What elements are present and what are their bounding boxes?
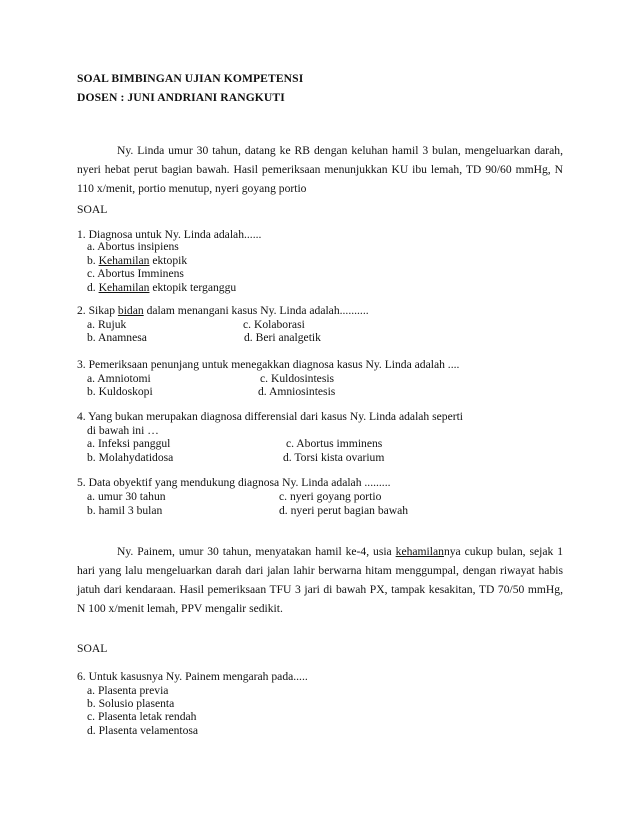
question-4: 4. Yang bukan merupakan diagnosa differensial dari kasus Ny. Linda adalah seperti — [77, 410, 464, 423]
q3-option-c: c. Kuldosintesis — [260, 372, 335, 385]
q2-option-d: d. Beri analgetik — [244, 331, 321, 344]
q6-option-a: a. Plasenta previa — [87, 684, 169, 697]
q6-option-d: d. Plasenta velamentosa — [87, 724, 199, 737]
q5-option-a: a. umur 30 tahun — [87, 490, 166, 503]
q5-option-b: b. hamil 3 bulan — [87, 504, 163, 517]
q1-option-d: d. Kehamilan ektopik terganggu — [87, 281, 237, 294]
q6-option-c: c. Plasenta letak rendah — [87, 710, 197, 723]
question-4-continued: di bawah ini … — [87, 424, 159, 437]
q2-option-a: a. Rujuk — [87, 318, 127, 331]
lecturer-name: DOSEN : JUNI ANDRIANI RANGKUTI — [77, 91, 285, 104]
question-2: 2. Sikap bidan dalam menangani kasus Ny. Linda adalah.......... — [77, 304, 369, 317]
question-1: 1. Diagnosa untuk Ny. Linda adalah...... — [77, 228, 262, 241]
question-5: 5. Data obyektif yang mendukung diagnosa Ny. Linda adalah ......... — [77, 476, 391, 489]
q2-option-b: b. Anamnesa — [87, 331, 147, 344]
q3-option-d: d. Amniosintesis — [258, 385, 336, 398]
q1-option-a: a. Abortus insipiens — [87, 240, 179, 253]
q1-option-b: b. Kehamilan ektopik — [87, 254, 188, 267]
case-2-paragraph: Ny. Painem, umur 30 tahun, menyatakan hamil ke-4, usia kehamilannya cukup bulan, sejak 1 hari yang lalu mengeluarkan darah dari jalan lahir berwarna hitam menggumpal, dengan riwayat habis jatuh dari kendaraan. Hasil pemeriksaan TFU 3 jari di bawah PX, tampak kesakitan, TD 70/50 mmHg, N 100 x/menit lemah, PPV mengalir sedikit. — [77, 545, 563, 615]
q5-option-c: c. nyeri goyang portio — [279, 490, 382, 503]
question-3: 3. Pemeriksaan penunjang untuk menegakkan diagnosa kasus Ny. Linda adalah .... — [77, 358, 460, 371]
q3-option-b: b. Kuldoskopi — [87, 385, 153, 398]
case-1-paragraph: Ny. Linda umur 30 tahun, datang ke RB dengan keluhan hamil 3 bulan, mengeluarkan darah, nyeri hebat perut bagian bawah. Hasil pemeriksaan menunjukkan KU ibu lemah, TD 90/60 mmHg, N 110 x/menit, portio menutup, nyeri goyang portio — [77, 144, 563, 195]
q6-option-b: b. Solusio plasenta — [87, 697, 175, 710]
q2-option-c: c. Kolaborasi — [243, 318, 305, 331]
question-6: 6. Untuk kasusnya Ny. Painem mengarah pada..... — [77, 670, 308, 683]
q1-option-c: c. Abortus Imminens — [87, 267, 184, 280]
q4-option-b: b. Molahydatidosa — [87, 451, 174, 464]
q4-option-d: d. Torsi kista ovarium — [283, 451, 385, 464]
q3-option-a: a. Amniotomi — [87, 372, 151, 385]
document-title: SOAL BIMBINGAN UJIAN KOMPETENSI — [77, 72, 304, 85]
soal-label-1: SOAL — [77, 203, 108, 216]
q4-option-c: c. Abortus imminens — [286, 437, 383, 450]
soal-label-2: SOAL — [77, 642, 108, 655]
q5-option-d: d. nyeri perut bagian bawah — [279, 504, 409, 517]
q4-option-a: a. Infeksi panggul — [87, 437, 171, 450]
